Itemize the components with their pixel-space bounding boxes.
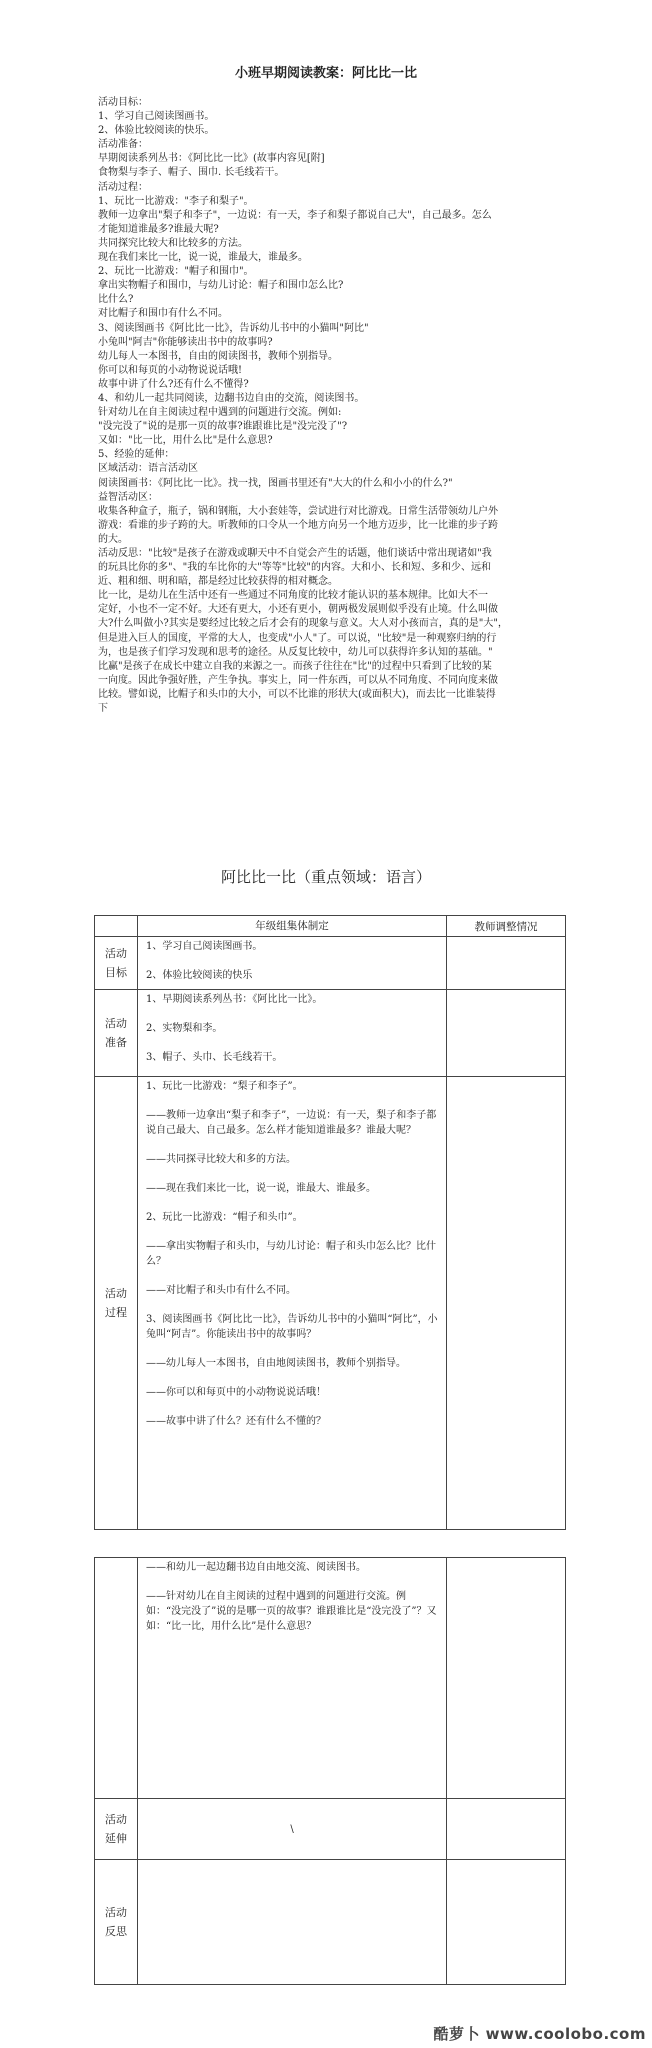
text-line: 为，也是孩子们学习发现和思考的途径。从反复比较中，幼儿可以获得许多认知的基础。" — [98, 646, 493, 658]
process-adjust-cell — [447, 1077, 566, 1530]
text-line: 定好，小也不一定不好。大还有更大，小还有更小，朝两极发展则似乎没有止境。什么叫做 — [98, 604, 498, 616]
text-line: 小兔叫"阿吉"你能够读出书中的故事吗? — [98, 336, 273, 348]
document-title: 小班早期阅读教案：阿比比一比 — [234, 66, 417, 81]
text-line: 区域活动：语言活动区 — [98, 463, 198, 475]
process-continued-content — [138, 1558, 447, 1799]
process-line: 2、玩比一比游戏：“帽子和头巾”。 — [146, 1212, 303, 1223]
text-line: 现在我们来比一比，说一说，谁最大，谁最多。 — [98, 252, 308, 264]
refl-label: 活动 反思 — [95, 1860, 138, 1985]
prep-line: 2、实物梨和李。 — [146, 1023, 223, 1034]
process-line: 3、阅读图画书《阿比比一比》，告诉幼儿书中的小猫叫“阿比”，小兔叫“阿吉”。你能读出书中的故事吗？ — [146, 1314, 438, 1340]
process-continued-adjust-cell — [447, 1558, 566, 1799]
header-adjust-cell: 教师调整情况 — [447, 916, 566, 937]
text-line: 益智活动区： — [98, 491, 158, 503]
ext-content — [138, 1799, 447, 1860]
site-watermark: 酷萝卜 www.coolobo.com — [433, 2025, 646, 2043]
text-line: 2、玩比一比游戏："帽子和围巾"。 — [98, 266, 254, 278]
process-line: ——你可以和每页中的小动物说说话哦！ — [146, 1387, 326, 1398]
process-continued-row — [95, 1558, 566, 1799]
process-line: ——共同探寻比较大和多的方法。 — [146, 1154, 296, 1165]
text-line: 3、阅读图画书《阿比比一比》，告诉幼儿书中的小猫叫"阿比" — [98, 322, 369, 334]
process-line: ——故事中讲了什么？还有什么不懂的？ — [146, 1416, 326, 1427]
text-line: 5、经验的延伸： — [98, 449, 175, 461]
goal-row — [95, 937, 566, 990]
prep-label: 活动 准备 — [95, 990, 138, 1077]
process-content — [138, 1077, 447, 1530]
text-line: 教师一边拿出"梨子和李子"，一边说：有一天，李子和梨子都说自己大"，自己最多。怎么 — [98, 209, 492, 221]
text-line: 你可以和每页的小动物说说话哦! — [98, 364, 243, 376]
prep-line: 3、帽子、头巾、长毛线若干。 — [146, 1052, 283, 1063]
text-line: 幼儿每人一本图书，自由的阅读图书，教师个别指导。 — [98, 350, 338, 362]
lesson-table-1 — [94, 915, 566, 1530]
text-line: 又如："比一比，用什么比"是什么意思? — [98, 435, 273, 447]
text-line: 比赢"是孩子在成长中建立自我的来源之一。而孩子往往在"比"的过程中只看到了比较的某 — [98, 660, 492, 672]
process-label: 活动 过程 — [95, 1077, 138, 1530]
text-line: 拿出实物帽子和围巾，与幼儿讨论：帽子和围巾怎么比? — [98, 280, 344, 292]
table-title: 阿比比一比（重点领域：语言） — [220, 868, 431, 886]
text-line: 活动反思："比较"是孩子在游戏或聊天中不自觉会产生的话题，他们谈话中常出现诸如"我 — [98, 548, 492, 559]
lesson-table-2 — [94, 1557, 566, 1985]
table-header-row — [95, 916, 566, 937]
ext-mark: \ — [290, 1823, 294, 1835]
text-line: 活动目标： — [98, 97, 148, 108]
lesson-plan-text — [98, 96, 538, 716]
goal-line: 2、体验比较阅读的快乐 — [146, 970, 253, 981]
text-line: 活动准备： — [98, 139, 148, 151]
prep-adjust-cell — [447, 990, 566, 1077]
process-line: ——幼儿每人一本图书，自由地阅读图书，教师个别指导。 — [146, 1358, 406, 1369]
text-line: 比较。譬如说，比帽子和头巾的大小，可以不比谁的形状大(或面积大)，而去比一比谁装得 — [98, 688, 496, 700]
text-line: 的大。 — [98, 533, 128, 545]
process-line: ——针对幼儿在自主阅读的过程中遇到的问题进行交流。例如：“没完没了”说的是哪一页的故事？谁跟谁比是“没完没了”？又如：“比一比，用什么比”是什么意思？ — [146, 1591, 437, 1632]
text-line: 比什么? — [98, 294, 134, 306]
text-line: 的玩具比你的多"、"我的车比你的大"等等"比较"的内容。大和小、长和短、多和少、远和 — [98, 562, 491, 574]
process-line: ——教师一边拿出“梨子和李子”，一边说：有一天，梨子和李子都说自己最大、自己最多。怎么样才能知道谁最多？谁最大呢？ — [146, 1110, 437, 1136]
text-line: 大?什么叫做小?其实是要经过比较之后才会有的现象与意义。大人对小孩而言，真的是"大"， — [98, 618, 508, 630]
goal-label: 活动 目标 — [95, 937, 138, 990]
text-line: 下 — [98, 703, 108, 715]
text-line: 1、学习自己阅读图画书。 — [98, 111, 215, 123]
text-line: 1、玩比一比游戏："李子和梨子"。 — [98, 195, 254, 207]
ext-row — [95, 1799, 566, 1860]
text-line: 食物梨与李子、帽子、围巾. 长毛线若干。 — [98, 167, 285, 179]
prep-line: 1、早期阅读系列丛书：《阿比比一比》。 — [146, 994, 323, 1005]
text-line: 阅读图画书：《阿比比一比》。找一找，图画书里还有"大大的什么和小小的什么?" — [98, 477, 453, 489]
text-line: 对比帽子和围巾有什么不同。 — [98, 308, 228, 320]
refl-adjust-cell — [447, 1860, 566, 1985]
prep-row — [95, 990, 566, 1077]
text-line: 才能知道谁最多?谁最大呢? — [98, 223, 219, 235]
text-line: 活动过程： — [98, 181, 148, 193]
text-line: 但是进入巨人的国度，平常的大人，也变成"小人"了。可以说，"比较"是一种观察归纳的行 — [98, 632, 497, 644]
prep-content — [138, 990, 447, 1077]
header-blank-cell — [95, 916, 138, 937]
process-continued-label — [95, 1558, 138, 1799]
text-line: 近、粗和细、明和暗，都是经过比较获得的相对概念。 — [98, 576, 338, 588]
refl-content — [138, 1860, 447, 1985]
text-line: 故事中讲了什么?还有什么不懂得? — [98, 378, 249, 390]
text-line: 收集各种盒子，瓶子，锅和钢瓶，大小套娃等，尝试进行对比游戏。日常生活带领幼儿户外 — [98, 505, 498, 517]
ext-label: 活动 延伸 — [95, 1799, 138, 1860]
process-line: ——现在我们来比一比，说一说，谁最大、谁最多。 — [146, 1183, 376, 1194]
goal-content — [138, 937, 447, 990]
process-line: ——对比帽子和头巾有什么不同。 — [146, 1285, 296, 1296]
process-line: ——拿出实物帽子和头巾，与幼儿讨论：帽子和头巾怎么比？比什么？ — [146, 1241, 436, 1267]
text-line: 针对幼儿在自主阅读过程中遇到的问题进行交流。例如: — [98, 407, 342, 419]
goal-line: 1、学习自己阅读图画书。 — [146, 941, 263, 952]
header-main-cell: 年级组集体制定 — [138, 916, 447, 937]
text-line: 游戏：看谁的步子跨的大。听教师的口令从一个地方向另一个地方迈步，比一比谁的步子跨 — [98, 519, 498, 531]
text-line: 共同探究比较大和比较多的方法。 — [98, 237, 248, 249]
process-row — [95, 1077, 566, 1530]
goal-adjust-cell — [447, 937, 566, 990]
process-line: ——和幼儿一起边翻书边自由地交流、阅读图书。 — [146, 1562, 366, 1573]
refl-row — [95, 1860, 566, 1985]
text-line: 比一比，是幼儿在生活中还有一些通过不同角度的比较才能认识的基本规律。比如大不一 — [98, 590, 488, 602]
text-line: 早期阅读系列丛书：《阿比比一比》(故事内容见[附] — [98, 153, 325, 165]
text-line: "没完没了"说的是那一页的故事?谁跟谁比是"没完没了"? — [98, 421, 348, 433]
text-line: 2、体验比较阅读的快乐。 — [98, 125, 215, 137]
text-line: 4、和幼儿一起共同阅读，边翻书边自由的交流，阅读图书。 — [98, 392, 365, 404]
ext-adjust-cell — [447, 1799, 566, 1860]
process-line: 1、玩比一比游戏：“梨子和李子”。 — [146, 1081, 303, 1092]
text-line: 一向度。因此争强好胜，产生争执。事实上，同一件东西，可以从不同角度、不同向度来做 — [98, 674, 498, 686]
